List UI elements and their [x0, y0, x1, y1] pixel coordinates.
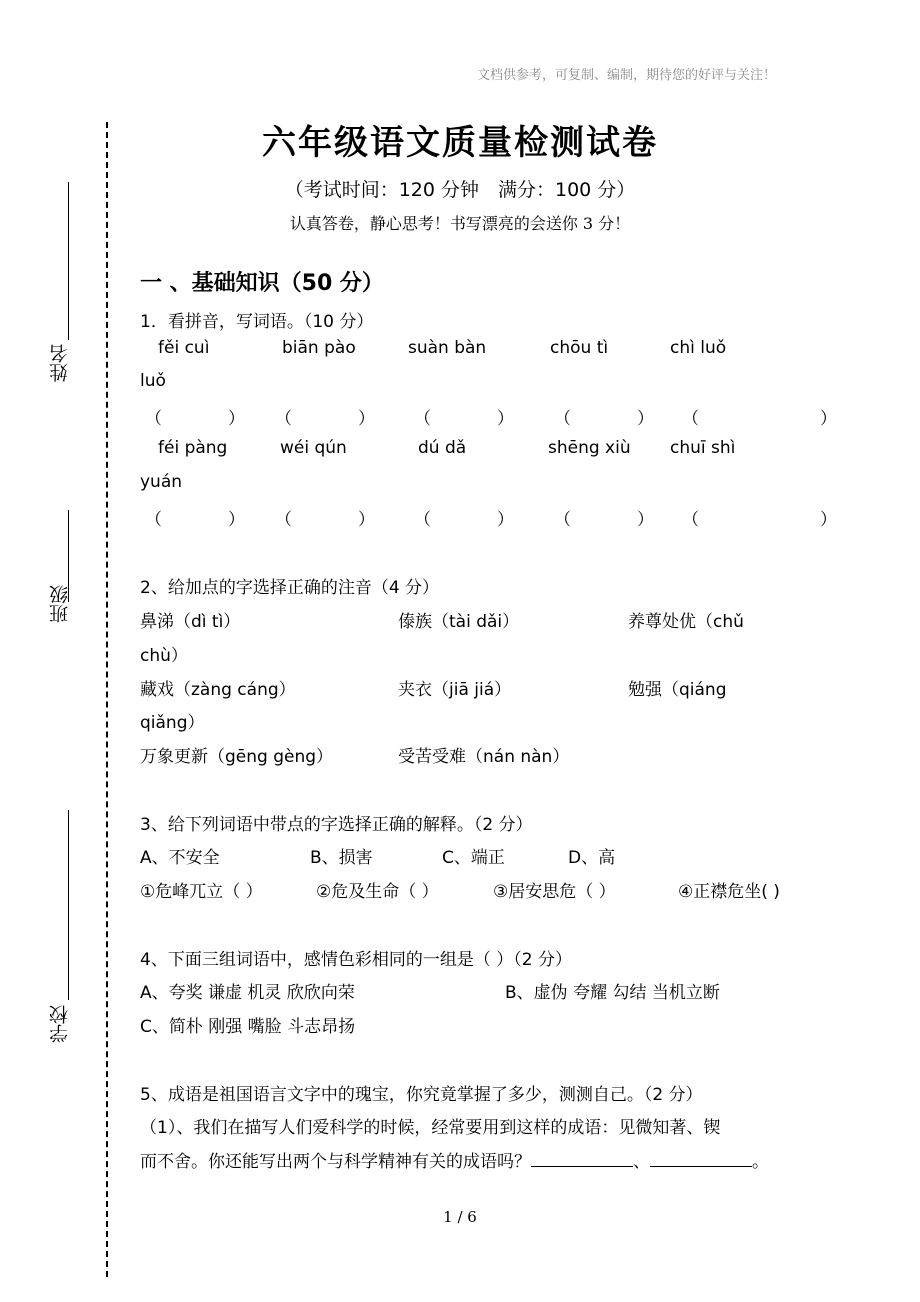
answer-box-open: （: [145, 409, 162, 429]
option-d: D、高: [568, 848, 616, 868]
choice-item: 万象更新（gēng gèng）: [140, 747, 334, 767]
choice-item: 勉强（qiáng: [628, 680, 727, 700]
question-5-text: 而不舍。你还能写出两个与科学精神有关的成语吗？: [140, 1152, 531, 1172]
choice-item-wrap: qiǎng）: [140, 713, 205, 733]
choice-item: 养尊处优（chǔ: [628, 612, 744, 632]
page-number: 1 / 6: [443, 1208, 477, 1226]
school-fill-line[interactable]: [68, 810, 69, 1000]
watermark-text: 文档供参考，可复制、编制，期待您的好评与关注！: [476, 68, 776, 83]
answer-box-close: ）: [820, 409, 837, 429]
question-5-text: （1）、我们在描写人们爱科学的时候，经常要用到这样的成语：见微知著、锲: [140, 1118, 721, 1138]
choice-item: 夹衣（jiā jiá）: [398, 680, 512, 700]
pinyin-item-wrap: yuán: [140, 472, 183, 492]
school-label: 学校: [49, 1005, 71, 1043]
question-4-title: 4、下面三组词语中，感情色彩相同的一组是（ ）（2 分）: [140, 950, 572, 970]
option-c: C、端正: [442, 848, 505, 868]
end-mark: 。: [752, 1152, 769, 1172]
answer-box-open: （: [682, 409, 699, 429]
pinyin-item: biān pào: [282, 338, 356, 358]
pinyin-item: wéi qún: [280, 438, 347, 458]
answer-box-close: ）: [358, 409, 375, 429]
question-5-title: 5、成语是祖国语言文字中的瑰宝，你究竟掌握了多少，测测自己。（2 分）: [140, 1085, 703, 1105]
pinyin-item: chuī shì: [670, 438, 736, 458]
answer-box-open: （: [414, 510, 431, 530]
choice-item-wrap: chù）: [140, 646, 188, 666]
blank-item[interactable]: ①危峰兀立（ ）: [140, 882, 263, 902]
answer-box-close: ）: [358, 510, 375, 530]
answer-box-open: （: [275, 510, 292, 530]
question-1-title: 1．看拼音，写词语。（10 分）: [140, 312, 374, 332]
answer-box-close: ）: [637, 510, 654, 530]
answer-box-open: （: [275, 409, 292, 429]
binding-dashed-line: [106, 122, 108, 1277]
option-a: A、不安全: [140, 848, 220, 868]
separator: 、: [633, 1152, 650, 1172]
choice-item: 藏戏（zàng cáng）: [140, 680, 296, 700]
exam-info: （考试时间：120 分钟 满分：100 分）: [284, 179, 636, 201]
answer-blank[interactable]: [650, 1150, 752, 1167]
answer-box-open: （: [682, 510, 699, 530]
pinyin-item-wrap: luǒ: [140, 371, 166, 391]
encouragement-note: 认真答卷，静心思考！书写漂亮的会送你 3 分！: [289, 214, 631, 233]
answer-box-open: （: [554, 409, 571, 429]
answer-box-close: ）: [820, 510, 837, 530]
pinyin-item: suàn bàn: [408, 338, 487, 358]
answer-box-close: ）: [228, 510, 245, 530]
choice-item: 受苦受难（nán nàn）: [398, 747, 570, 767]
blank-item[interactable]: ④正襟危坐( ): [678, 882, 780, 902]
blank-item[interactable]: ③居安思危（ ）: [493, 882, 616, 902]
answer-box-open: （: [145, 510, 162, 530]
option-c: C、简朴 刚强 嘴脸 斗志昂扬: [140, 1017, 356, 1037]
answer-box-close: ）: [637, 409, 654, 429]
page-title: 六年级语文质量检测试卷: [262, 123, 658, 163]
question-3-title: 3、给下列词语中带点的字选择正确的解释。（2 分）: [140, 815, 533, 835]
class-label: 班级: [49, 585, 71, 623]
pinyin-item: shēng xiù: [548, 438, 631, 458]
option-b: B、虚伪 夸耀 勾结 当机立断: [505, 983, 720, 1003]
option-a: A、夸奖 谦虚 机灵 欣欣向荣: [140, 983, 355, 1003]
option-b: B、损害: [310, 848, 373, 868]
name-fill-line[interactable]: [68, 182, 69, 340]
answer-box-close: ）: [228, 409, 245, 429]
blank-item[interactable]: ②危及生命（ ）: [316, 882, 439, 902]
answer-box-open: （: [414, 409, 431, 429]
choice-item: 鼻涕（dì tì）: [140, 612, 241, 632]
name-label: 姓名: [49, 344, 71, 382]
pinyin-item: fěi cuì: [158, 338, 210, 358]
pinyin-item: chì luǒ: [670, 338, 727, 358]
answer-box-open: （: [554, 510, 571, 530]
question-5-prompt: [140, 1147, 769, 1172]
section-heading: 一 、基础知识（50 分）: [140, 271, 384, 296]
question-2-title: 2、给加点的字选择正确的注音（4 分）: [140, 578, 440, 598]
choice-item: 傣族（tài dǎi）: [398, 612, 520, 632]
answer-blank[interactable]: [531, 1150, 633, 1167]
answer-box-close: ）: [497, 409, 514, 429]
answer-box-close: ）: [497, 510, 514, 530]
pinyin-item: féi pàng: [158, 438, 228, 458]
pinyin-item: dú dǎ: [418, 438, 467, 458]
pinyin-item: chōu tì: [550, 338, 609, 358]
